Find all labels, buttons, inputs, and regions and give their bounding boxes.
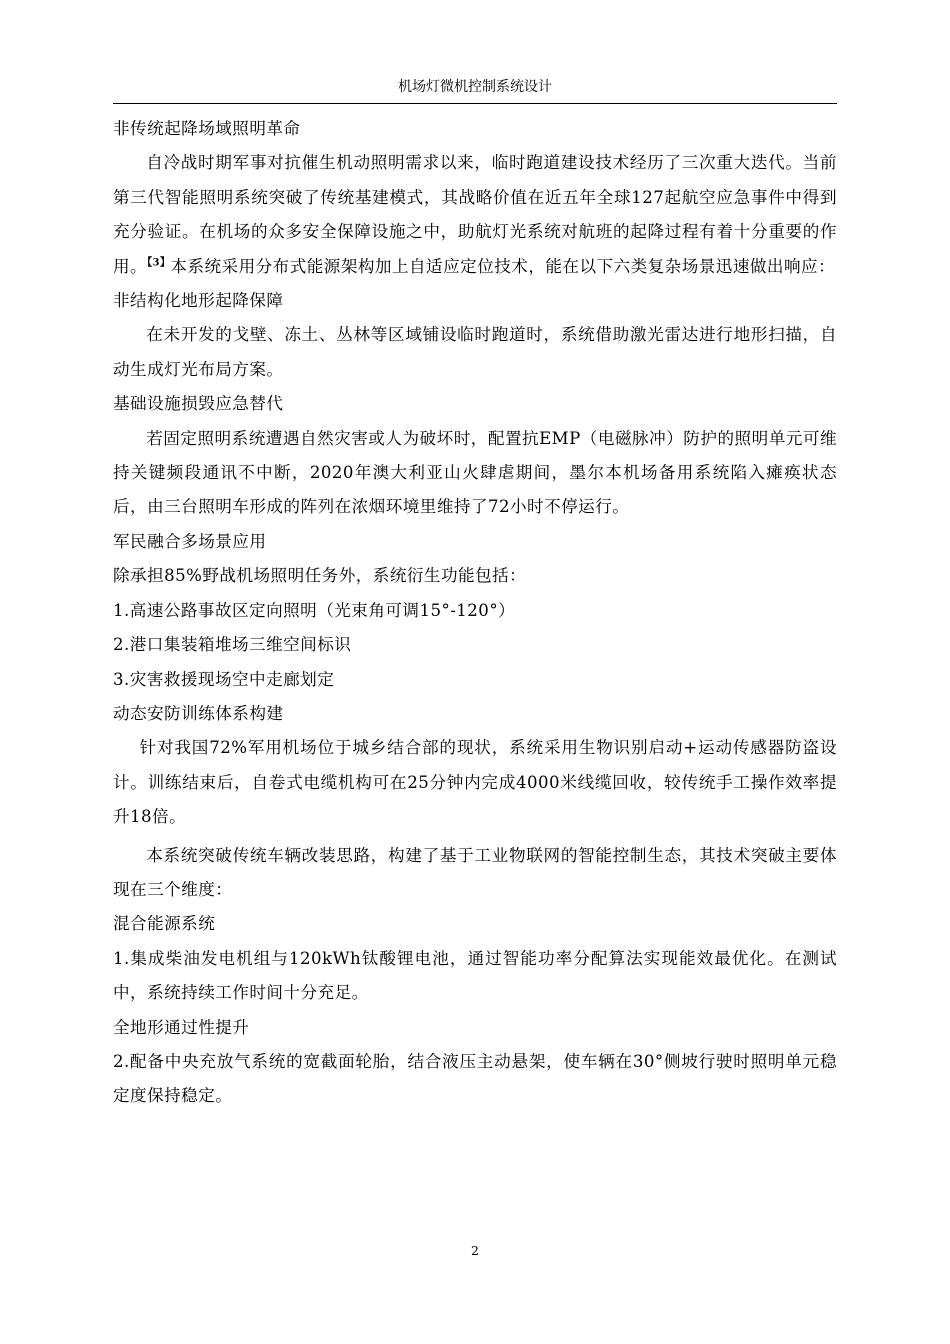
- list-item: 1.高速公路事故区定向照明（光束角可调15°-120°）: [113, 600, 516, 620]
- section-heading: 军民融合多场景应用: [113, 531, 267, 551]
- list-item: 2.港口集装箱堆场三维空间标识: [113, 635, 352, 655]
- document-body: [113, 112, 837, 1114]
- paragraph-text: 本系统采用分布式能源架构加上自适应定位技术，能在以下六类复杂场景迅速做出响应：: [170, 256, 836, 276]
- section-heading: 非传统起降场域照明革命: [113, 119, 301, 138]
- page-number: 2: [471, 1243, 479, 1258]
- section-heading: 非结构化地形起降保障: [113, 291, 284, 311]
- paragraph: 本系统突破传统车辆改装思路，构建了基于工业物联网的智能控制生态，其技术突破主要体现在三个维度：: [113, 845, 837, 899]
- section-heading: 全地形通过性提升: [113, 1017, 250, 1037]
- running-header: 机场灯微机控制系统设计: [398, 79, 552, 95]
- paragraph: 除承担85%野战机场照明任务外，系统衍生功能包括：: [113, 566, 527, 586]
- citation-reference: 【3】: [147, 257, 171, 269]
- section-heading: 基础设施损毁应急替代: [113, 394, 284, 414]
- section-heading: 混合能源系统: [113, 914, 216, 934]
- section-heading: 动态安防训练体系构建: [113, 703, 284, 723]
- list-item: 3.灾害救援现场空中走廊划定: [113, 669, 335, 689]
- paragraph: 2.配备中央充放气系统的宽截面轮胎，结合液压主动悬架，使车辆在30°侧坡行驶时照明单元稳定度保持稳定。: [113, 1051, 837, 1106]
- paragraph: 在未开发的戈壁、冻土、丛林等区域铺设临时跑道时，系统借助激光雷达进行地形扫描，自动生成灯光布局方案。: [113, 325, 837, 379]
- paragraph: 针对我国72%军用机场位于城乡结合部的现状，系统采用生物识别启动+运动传感器防盗设计。训练结束后，自卷式电缆机构可在25分钟内完成4000米线缆回收，较传统手工操作效率提升18倍。: [113, 738, 837, 827]
- paragraph: 若固定照明系统遭遇自然灾害或人为破坏时，配置抗EMP（电磁脉冲）防护的照明单元可维持关键频段通讯不中断，2020年澳大利亚山火肆虐期间，墨尔本机场备用系统陷入瘫痪状态后，由三台照明车形成的阵列在浓烟环境里维持了72小时不停运行。: [113, 428, 837, 517]
- paragraph: 1.集成柴油发电机组与120kWh钛酸锂电池，通过智能功率分配算法实现能效最优化。在测试中，系统持续工作时间十分充足。: [113, 948, 837, 1003]
- header-rule: [113, 103, 837, 104]
- paragraph: [113, 146, 837, 284]
- paragraph-text: 自冷战时期军事对抗催生机动照明需求以来，临时跑道建设技术经历了三次重大迭代。当前第三代智能照明系统突破了传统基建模式，其战略价值在近五年全球127起航空应急事件中得到充分验证。在机场的众多安全保障设施之中，助航灯光系统对航班的起降过程有着十分重要的作用。: [113, 153, 837, 276]
